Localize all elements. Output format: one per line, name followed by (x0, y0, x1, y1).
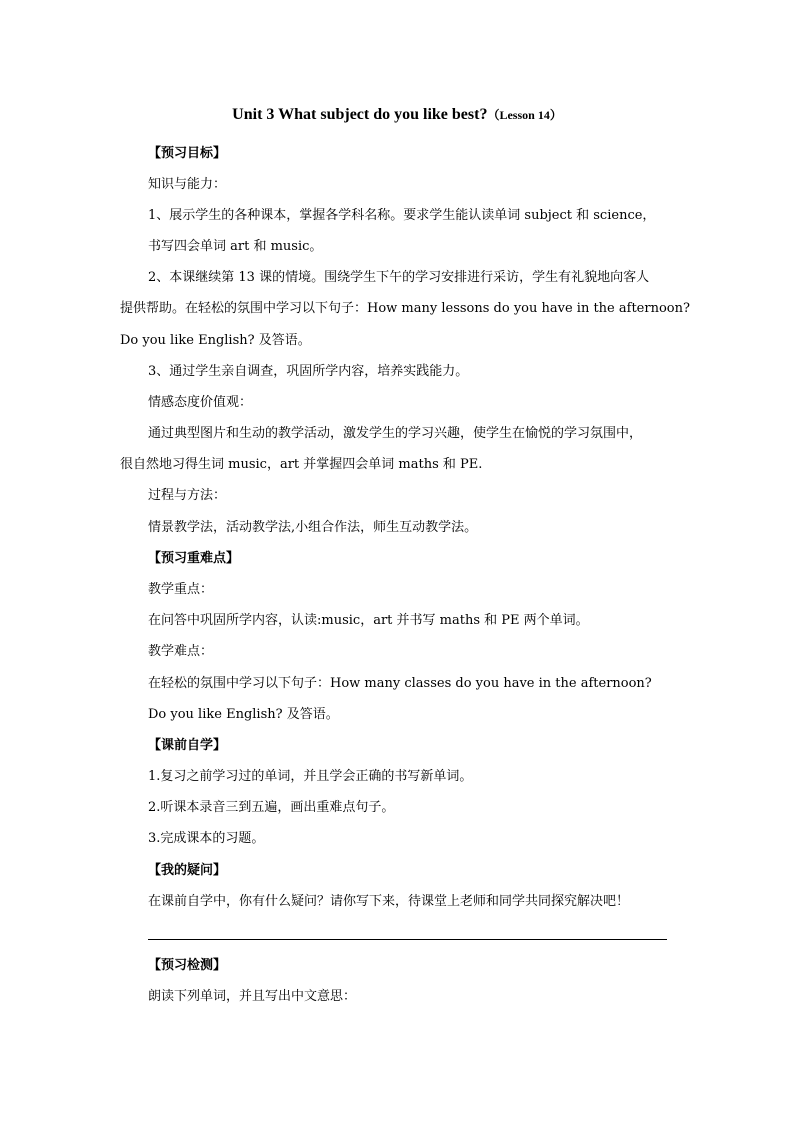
attitude-line1: 通过典型图片和生动的教学活动，激发学生的学习兴趣，使学生在愉悦的学习氛围中， (148, 426, 643, 441)
key-line1: 在问答中巩固所学内容，认读:music，art 并书写 maths 和 PE 两个单词。 (148, 613, 589, 628)
difficult-label: 教学难点： (148, 644, 214, 659)
goal2-line3: Do you like English? 及答语。 (120, 333, 311, 348)
goal2-line1: 2、本课继续第 13 课的情境。围绕学生下午的学习安排进行采访，学生有礼貌地向客人 (148, 270, 650, 285)
process-line1: 情景教学法，活动教学法,小组合作法，师生互动教学法。 (148, 520, 478, 535)
goal1-line1: 1、展示学生的各种课本，掌握各学科名称。要求学生能认读单词 subject 和 science， (148, 208, 656, 223)
selfstudy-item-2: 2.听课本录音三到五遍，画出重难点句子。 (148, 800, 395, 815)
check-line1: 朗读下列单词，并且写出中文意思： (148, 989, 357, 1004)
goal3-line1: 3、通过学生亲自调查，巩固所学内容，培养实践能力。 (148, 364, 469, 379)
selfstudy-heading: 【课前自学】 (148, 738, 227, 753)
page-title (0, 106, 794, 124)
goal2-line2: 提供帮助。在轻松的氛围中学习以下句子：How many lessons do you have in the afternoon? (120, 301, 690, 316)
goal1-line2: 书写四会单词 art 和 music。 (148, 239, 323, 254)
difficult-line1: 在轻松的氛围中学习以下句子：How many classes do you have in the afternoon? (148, 676, 652, 691)
attitude-line2: 很自然地习得生词 music，art 并掌握四会单词 maths 和 PE. (120, 457, 483, 472)
questions-line1: 在课前自学中，你有什么疑问？请你写下来，待课堂上老师和同学共同探究解决吧！ (148, 894, 630, 909)
goals-heading: 【预习目标】 (148, 146, 227, 161)
key-label: 教学重点： (148, 582, 214, 597)
title-lesson: （Lesson 14） (487, 108, 562, 122)
selfstudy-item-1: 1.复习之前学习过的单词，并且学会正确的书写新单词。 (148, 769, 473, 784)
questions-heading: 【我的疑问】 (148, 863, 227, 878)
process-label: 过程与方法： (148, 488, 227, 503)
selfstudy-item-3: 3.完成课本的习题。 (148, 831, 265, 846)
difficult-line2: Do you like English? 及答语。 (148, 707, 339, 722)
knowledge-label: 知识与能力： (148, 177, 227, 192)
attitude-label: 情感态度价值观： (148, 395, 253, 410)
title-main: Unit 3 What subject do you like best? (232, 106, 488, 123)
key-heading: 【预习重难点】 (148, 551, 240, 566)
check-heading: 【预习检测】 (148, 958, 227, 973)
answer-line (148, 939, 667, 940)
